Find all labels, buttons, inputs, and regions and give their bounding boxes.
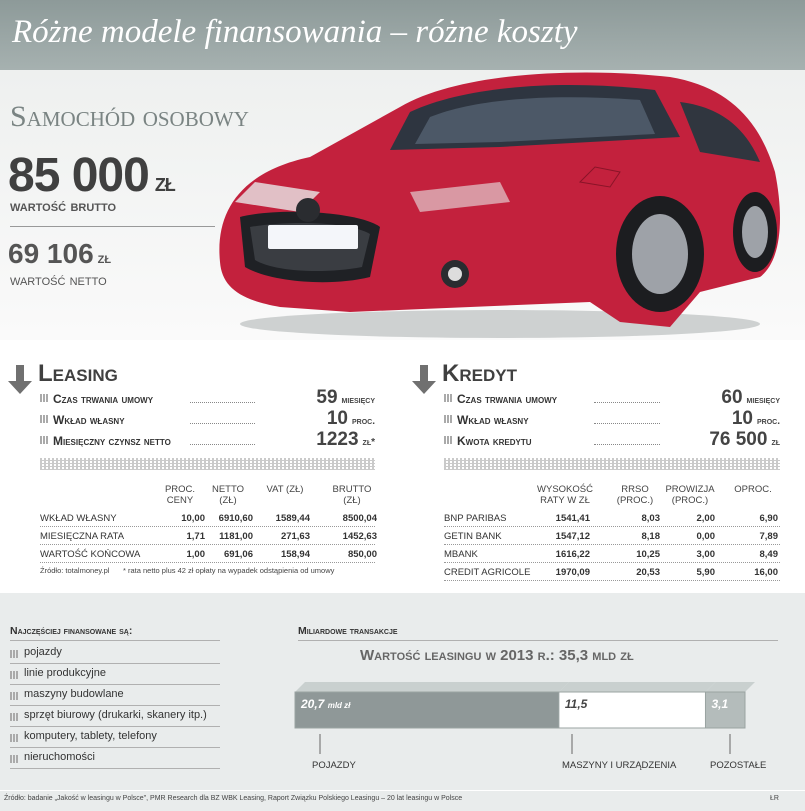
divider: [298, 640, 778, 641]
segment-label: POZOSTAŁE: [710, 760, 767, 771]
kredyt-row-value: [662, 387, 780, 409]
leasing-bar-chart: [290, 672, 770, 782]
dotted-leader: [190, 444, 255, 445]
divider: [10, 640, 220, 641]
table-cell: 6910,60: [218, 513, 253, 524]
financed-item: linie produkcyjne: [24, 667, 106, 679]
net-unit: zł: [97, 250, 112, 267]
row-name: BNP PARIBAS: [444, 513, 507, 524]
car-image: [200, 62, 790, 344]
leasing-row-unit: zł*: [362, 437, 375, 448]
row-divider: [40, 562, 375, 563]
leasing-row-number: 10: [326, 408, 348, 429]
bar-unit: mld zł: [327, 701, 351, 710]
table-cell: 158,94: [280, 549, 310, 560]
footer-source: Źródło: badanie „Jakość w leasingu w Polsce", PMR Research dla BZ WBK Leasing, Raport Związku Polskiego Leasingu – 20 lat leasingu w Polsce: [4, 795, 463, 802]
table-cell: 1181,00: [219, 531, 253, 542]
leasing-row-unit: miesięcy: [341, 395, 375, 406]
row-divider: [40, 544, 375, 545]
kredyt-row-label: Czas trwania umowy: [457, 392, 558, 406]
table-cell: 10,00: [181, 513, 205, 524]
kredyt-row-value: [662, 408, 780, 430]
row-name: CREDIT AGRICOLE: [444, 567, 531, 578]
dotted-leader: [594, 402, 660, 403]
row-name: MBANK: [444, 549, 478, 560]
table-cell: 1547,12: [555, 531, 590, 542]
table-cell: 8500,04: [342, 513, 377, 524]
table-cell: 20,53: [636, 567, 660, 578]
kredyt-row-unit: zł: [771, 437, 780, 448]
table-cell: 16,00: [754, 567, 778, 578]
leasing-footnote: * rata netto plus 42 zł opłaty na wypadek odstąpienia od umowy: [123, 566, 335, 575]
row-name: GETIN BANK: [444, 531, 502, 542]
segment-label: MASZYNY I URZĄDZENIA: [562, 760, 677, 771]
table-cell: 8,03: [641, 513, 660, 524]
financed-item: maszyny budowlane: [24, 688, 124, 700]
table-cell: 1616,22: [555, 549, 590, 560]
net-number: 69 106: [8, 238, 94, 269]
table-cell: 5,90: [696, 567, 715, 578]
table-cell: 271,63: [280, 531, 310, 542]
dotted-leader: [594, 423, 660, 424]
divider: [10, 684, 220, 685]
leasing-title: Leasing: [38, 360, 118, 387]
gross-value: [8, 148, 175, 203]
table-cell: 1,71: [186, 531, 205, 542]
column-header: NETTO (ZŁ): [211, 484, 245, 506]
leasing-row-label: Miesięczny czynsz netto: [53, 434, 171, 448]
gross-unit: zł: [154, 167, 175, 197]
leasing-row-value: [257, 429, 375, 451]
dotted-leader: [190, 402, 255, 403]
table-cell: 850,00: [347, 549, 377, 560]
bullet-icon: [10, 734, 18, 742]
column-header: RRSO (PROC.): [616, 484, 654, 506]
net-value: [8, 238, 111, 270]
kredyt-row-number: 60: [721, 387, 743, 408]
financed-item: sprzęt biurowy (drukarki, skanery itp.): [24, 709, 207, 721]
financed-title: Najczęściej finansowane są:: [10, 625, 133, 637]
financed-item: nieruchomości: [24, 751, 95, 763]
table-cell: 2,00: [696, 513, 715, 524]
bullet-icon: [444, 394, 452, 402]
bullet-icon: [444, 436, 452, 444]
leasing-source: Źródło: totalmoney.pl: [40, 566, 110, 575]
table-cell: 1,00: [186, 549, 205, 560]
dotted-leader: [594, 444, 660, 445]
leasing-row-value: [257, 387, 375, 409]
leasing-row-number: 1223: [316, 429, 359, 450]
bullet-icon: [40, 436, 48, 444]
leasing-row-label: Czas trwania umowy: [53, 392, 154, 406]
column-header: BRUTTO (ZŁ): [332, 484, 372, 506]
kredyt-row-label: Wkład własny: [457, 413, 529, 427]
row-divider: [444, 562, 780, 563]
kredyt-row-unit: miesięcy: [746, 395, 780, 406]
bullet-icon: [10, 650, 18, 658]
row-divider: [444, 580, 780, 581]
kredyt-row-label: Kwota kredytu: [457, 434, 532, 448]
gross-number: 85 000: [8, 149, 149, 202]
transactions-title: Miliardowe transakcje: [298, 625, 398, 637]
table-cell: 1452,63: [342, 531, 377, 542]
separator-pattern: [444, 458, 780, 470]
financed-item: pojazdy: [24, 646, 62, 658]
row-name: WKŁAD WŁASNY: [40, 513, 117, 524]
row-name: MIESIĘCZNA RATA: [40, 531, 125, 542]
table-cell: 8,49: [759, 549, 778, 560]
car-category: Samochód osobowy: [10, 100, 249, 133]
bullet-icon: [10, 671, 18, 679]
kredyt-row-number: 76 500: [709, 429, 768, 450]
bar-value: 20,7 mld zł: [301, 697, 351, 711]
divider: [10, 226, 215, 227]
row-divider: [40, 526, 375, 527]
column-header: OPROC.: [734, 484, 772, 495]
footer-initials: ŁR: [770, 795, 779, 802]
table-cell: 1589,44: [275, 513, 310, 524]
bullet-icon: [10, 713, 18, 721]
table-cell: 0,00: [696, 531, 715, 542]
gross-label: wartość brutto: [10, 198, 117, 215]
dotted-leader: [190, 423, 255, 424]
column-header: WYSOKOŚĆ RATY W ZŁ: [537, 484, 593, 506]
page-title: Różne modele finansowania – różne koszty: [12, 14, 578, 50]
bullet-icon: [444, 415, 452, 423]
row-divider: [444, 526, 780, 527]
leasing-row-label: Wkład własny: [53, 413, 125, 427]
bar-value: 3,1: [711, 697, 729, 711]
table-cell: 3,00: [696, 549, 715, 560]
column-header: PROC. CENY: [164, 484, 196, 506]
bullet-icon: [10, 755, 18, 763]
table-cell: 6,90: [759, 513, 778, 524]
net-label: wartość netto: [10, 272, 107, 289]
divider: [10, 726, 220, 727]
leasing-row-number: 59: [316, 387, 338, 408]
column-header: VAT (ZŁ): [266, 484, 304, 495]
table-cell: 7,89: [759, 531, 778, 542]
table-cell: 691,06: [223, 549, 253, 560]
divider: [10, 747, 220, 748]
table-cell: 10,25: [636, 549, 660, 560]
row-name: WARTOŚĆ KOŃCOWA: [40, 549, 141, 560]
bullet-icon: [40, 415, 48, 423]
bullet-icon: [40, 394, 48, 402]
leasing-row-unit: proc.: [351, 416, 375, 427]
transactions-subtitle: Wartość leasingu w 2013 r.: 35,3 mld zł: [360, 647, 634, 664]
down-arrow-icon: [410, 365, 438, 395]
kredyt-row-value: [662, 429, 780, 451]
leasing-row-value: [257, 408, 375, 430]
financed-item: komputery, tablety, telefony: [24, 730, 157, 742]
kredyt-row-number: 10: [731, 408, 753, 429]
kredyt-title: Kredyt: [442, 360, 517, 387]
bar-value: 11,5: [564, 697, 588, 711]
divider: [10, 705, 220, 706]
row-divider: [444, 544, 780, 545]
column-header: PROWIZJA (PROC.): [665, 484, 715, 506]
table-cell: 1970,09: [555, 567, 590, 578]
divider: [10, 768, 220, 769]
separator-pattern: [40, 458, 375, 470]
down-arrow-icon: [6, 365, 34, 395]
divider: [10, 663, 220, 664]
divider: [0, 790, 805, 791]
segment-label: POJAZDY: [312, 760, 356, 771]
table-cell: 8,18: [641, 531, 660, 542]
bullet-icon: [10, 692, 18, 700]
table-cell: 1541,41: [555, 513, 590, 524]
kredyt-row-unit: proc.: [756, 416, 780, 427]
